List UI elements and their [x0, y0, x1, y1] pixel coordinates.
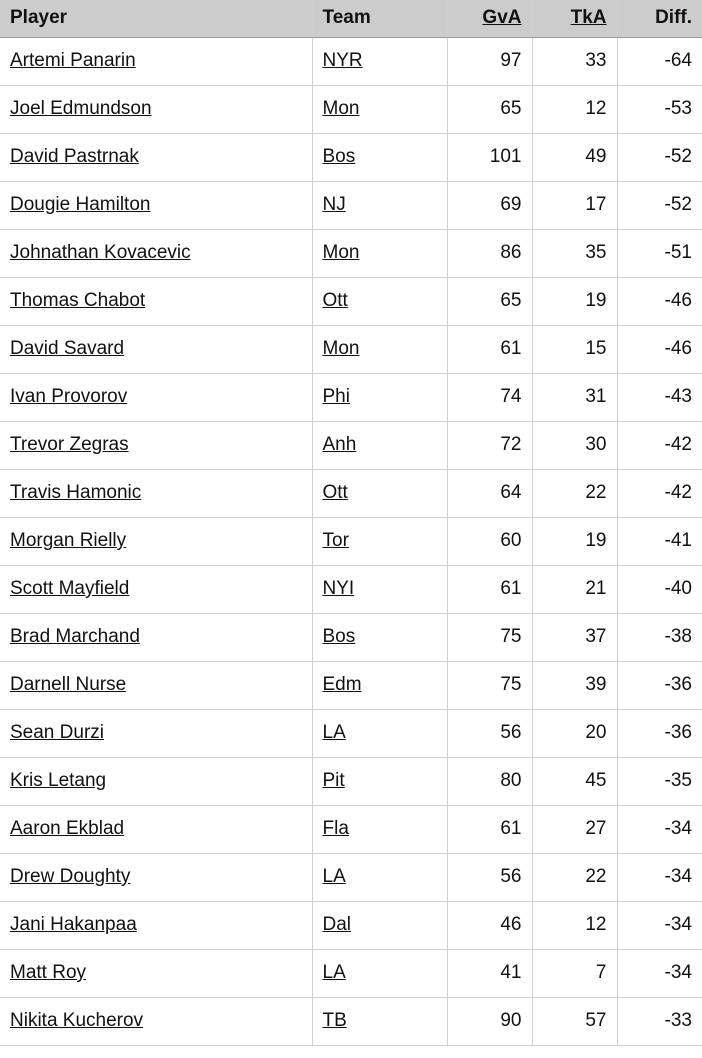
cell-tka: 35 — [532, 229, 617, 277]
team-link[interactable]: Phi — [322, 386, 350, 407]
player-link[interactable]: Thomas Chabot — [10, 290, 146, 311]
column-header-gva-link[interactable]: GvA — [482, 7, 522, 29]
cell-tka: 21 — [532, 565, 617, 613]
cell-gva: 61 — [447, 805, 532, 853]
cell-diff: -36 — [617, 709, 702, 757]
cell-diff: -52 — [617, 133, 702, 181]
cell-gva: 46 — [447, 901, 532, 949]
cell-tka: 20 — [532, 709, 617, 757]
cell-player — [0, 277, 312, 325]
cell-player — [0, 85, 312, 133]
column-header-tka-link[interactable]: TkA — [570, 7, 607, 29]
cell-team — [312, 421, 447, 469]
cell-diff: -42 — [617, 469, 702, 517]
cell-gva: 101 — [447, 133, 532, 181]
cell-diff: -52 — [617, 181, 702, 229]
player-link[interactable]: Trevor Zegras — [10, 434, 129, 455]
cell-player — [0, 661, 312, 709]
team-link[interactable]: NJ — [322, 194, 346, 215]
column-header-player-label: Player — [10, 7, 68, 29]
cell-team — [312, 37, 447, 85]
cell-tka: 15 — [532, 325, 617, 373]
cell-gva: 75 — [447, 613, 532, 661]
cell-tka: 45 — [532, 757, 617, 805]
table-body — [0, 37, 702, 1045]
cell-diff: -34 — [617, 949, 702, 997]
cell-team — [312, 133, 447, 181]
cell-gva: 74 — [447, 373, 532, 421]
cell-player — [0, 373, 312, 421]
player-link[interactable]: Jani Hakanpaa — [10, 914, 137, 935]
player-link[interactable]: Scott Mayfield — [10, 578, 130, 599]
cell-diff: -34 — [617, 901, 702, 949]
table-row — [0, 997, 702, 1045]
table-row — [0, 517, 702, 565]
column-header-player — [0, 0, 312, 37]
cell-gva: 65 — [447, 277, 532, 325]
cell-player — [0, 901, 312, 949]
player-link[interactable]: Artemi Panarin — [10, 50, 136, 71]
team-link[interactable]: Ott — [322, 482, 348, 503]
cell-team — [312, 325, 447, 373]
cell-gva: 75 — [447, 661, 532, 709]
table-row — [0, 805, 702, 853]
table-row — [0, 277, 702, 325]
player-link[interactable]: Dougie Hamilton — [10, 194, 151, 215]
cell-team — [312, 373, 447, 421]
cell-team — [312, 85, 447, 133]
cell-team — [312, 709, 447, 757]
table-row — [0, 325, 702, 373]
cell-player — [0, 997, 312, 1045]
player-link[interactable]: Kris Letang — [10, 770, 107, 791]
cell-team — [312, 613, 447, 661]
cell-gva: 56 — [447, 853, 532, 901]
player-link[interactable]: Joel Edmundson — [10, 98, 152, 119]
table-row — [0, 901, 702, 949]
table-row — [0, 661, 702, 709]
cell-player — [0, 325, 312, 373]
cell-team — [312, 469, 447, 517]
cell-gva: 90 — [447, 997, 532, 1045]
cell-gva: 61 — [447, 325, 532, 373]
cell-gva: 86 — [447, 229, 532, 277]
cell-player — [0, 469, 312, 517]
cell-gva: 60 — [447, 517, 532, 565]
player-link[interactable]: Matt Roy — [10, 962, 87, 983]
table-row — [0, 949, 702, 997]
column-header-tka[interactable] — [532, 0, 617, 37]
player-link[interactable]: Sean Durzi — [10, 722, 104, 743]
cell-player — [0, 757, 312, 805]
cell-diff: -38 — [617, 613, 702, 661]
team-link[interactable]: Edm — [322, 674, 362, 695]
table-row — [0, 709, 702, 757]
team-link[interactable]: TB — [322, 1010, 347, 1031]
cell-player — [0, 613, 312, 661]
cell-tka: 57 — [532, 997, 617, 1045]
cell-team — [312, 805, 447, 853]
table-row — [0, 565, 702, 613]
table-header — [0, 0, 702, 37]
cell-gva: 56 — [447, 709, 532, 757]
team-link[interactable]: Mon — [322, 242, 360, 263]
table-row — [0, 85, 702, 133]
cell-tka: 19 — [532, 277, 617, 325]
team-link[interactable]: Pit — [322, 770, 345, 791]
cell-team — [312, 997, 447, 1045]
cell-diff: -42 — [617, 421, 702, 469]
cell-diff: -34 — [617, 853, 702, 901]
table-row — [0, 373, 702, 421]
cell-tka: 12 — [532, 901, 617, 949]
cell-tka: 22 — [532, 853, 617, 901]
cell-player — [0, 709, 312, 757]
table-row — [0, 469, 702, 517]
player-link[interactable]: Travis Hamonic — [10, 482, 142, 503]
player-link[interactable]: Aaron Ekblad — [10, 818, 125, 839]
team-link[interactable]: NYR — [322, 50, 363, 71]
cell-diff: -46 — [617, 325, 702, 373]
cell-gva: 41 — [447, 949, 532, 997]
cell-tka: 12 — [532, 85, 617, 133]
player-link[interactable]: Morgan Rielly — [10, 530, 127, 551]
team-link[interactable]: LA — [322, 722, 346, 743]
cell-team — [312, 229, 447, 277]
cell-team — [312, 853, 447, 901]
cell-diff: -36 — [617, 661, 702, 709]
cell-tka: 19 — [532, 517, 617, 565]
table-row — [0, 613, 702, 661]
cell-player — [0, 181, 312, 229]
player-link[interactable]: Ivan Provorov — [10, 386, 128, 407]
team-link[interactable]: Bos — [322, 626, 356, 647]
cell-player — [0, 133, 312, 181]
table-header-row — [0, 0, 702, 37]
cell-gva: 61 — [447, 565, 532, 613]
cell-tka: 7 — [532, 949, 617, 997]
cell-tka: 39 — [532, 661, 617, 709]
team-link[interactable]: Dal — [322, 914, 352, 935]
column-header-team — [312, 0, 447, 37]
team-link[interactable]: LA — [322, 962, 346, 983]
table-row — [0, 853, 702, 901]
cell-player — [0, 421, 312, 469]
cell-tka: 17 — [532, 181, 617, 229]
team-link[interactable]: LA — [322, 866, 346, 887]
cell-diff: -64 — [617, 37, 702, 85]
player-link[interactable]: Darnell Nurse — [10, 674, 127, 695]
cell-tka: 22 — [532, 469, 617, 517]
cell-player — [0, 565, 312, 613]
cell-player — [0, 949, 312, 997]
team-link[interactable]: Bos — [322, 146, 356, 167]
column-header-team-label: Team — [322, 7, 371, 29]
cell-gva: 80 — [447, 757, 532, 805]
cell-team — [312, 517, 447, 565]
cell-team — [312, 949, 447, 997]
team-link[interactable]: NYI — [322, 578, 355, 599]
table-row — [0, 421, 702, 469]
cell-diff: -34 — [617, 805, 702, 853]
cell-diff: -43 — [617, 373, 702, 421]
table-row — [0, 181, 702, 229]
cell-gva: 65 — [447, 85, 532, 133]
player-link[interactable]: Nikita Kucherov — [10, 1010, 144, 1031]
team-link[interactable]: Ott — [322, 290, 348, 311]
cell-team — [312, 661, 447, 709]
cell-team — [312, 901, 447, 949]
cell-gva: 97 — [447, 37, 532, 85]
team-link[interactable]: Tor — [322, 530, 349, 551]
cell-diff: -51 — [617, 229, 702, 277]
table-row — [0, 133, 702, 181]
cell-diff: -41 — [617, 517, 702, 565]
team-link[interactable]: Anh — [322, 434, 357, 455]
cell-team — [312, 757, 447, 805]
cell-diff: -46 — [617, 277, 702, 325]
team-link[interactable]: Mon — [322, 338, 360, 359]
cell-player — [0, 517, 312, 565]
cell-player — [0, 853, 312, 901]
player-link[interactable]: David Pastrnak — [10, 146, 139, 167]
table-row — [0, 37, 702, 85]
cell-diff: -35 — [617, 757, 702, 805]
cell-tka: 37 — [532, 613, 617, 661]
cell-player — [0, 805, 312, 853]
team-link[interactable]: Mon — [322, 98, 360, 119]
player-link[interactable]: Drew Doughty — [10, 866, 131, 887]
cell-tka: 33 — [532, 37, 617, 85]
cell-gva: 69 — [447, 181, 532, 229]
cell-team — [312, 277, 447, 325]
cell-team — [312, 565, 447, 613]
column-header-diff-label: Diff. — [655, 7, 692, 29]
player-link[interactable]: Brad Marchand — [10, 626, 140, 647]
column-header-diff — [617, 0, 702, 37]
cell-tka: 49 — [532, 133, 617, 181]
cell-player — [0, 229, 312, 277]
team-link[interactable]: Fla — [322, 818, 349, 839]
cell-diff: -33 — [617, 997, 702, 1045]
player-link[interactable]: David Savard — [10, 338, 125, 359]
table-row — [0, 229, 702, 277]
table-row — [0, 757, 702, 805]
cell-gva: 64 — [447, 469, 532, 517]
cell-player — [0, 37, 312, 85]
cell-gva: 72 — [447, 421, 532, 469]
player-link[interactable]: Johnathan Kovacevic — [10, 242, 191, 263]
cell-tka: 30 — [532, 421, 617, 469]
cell-tka: 31 — [532, 373, 617, 421]
column-header-gva[interactable] — [447, 0, 532, 37]
cell-diff: -40 — [617, 565, 702, 613]
cell-diff: -53 — [617, 85, 702, 133]
cell-team — [312, 181, 447, 229]
cell-tka: 27 — [532, 805, 617, 853]
